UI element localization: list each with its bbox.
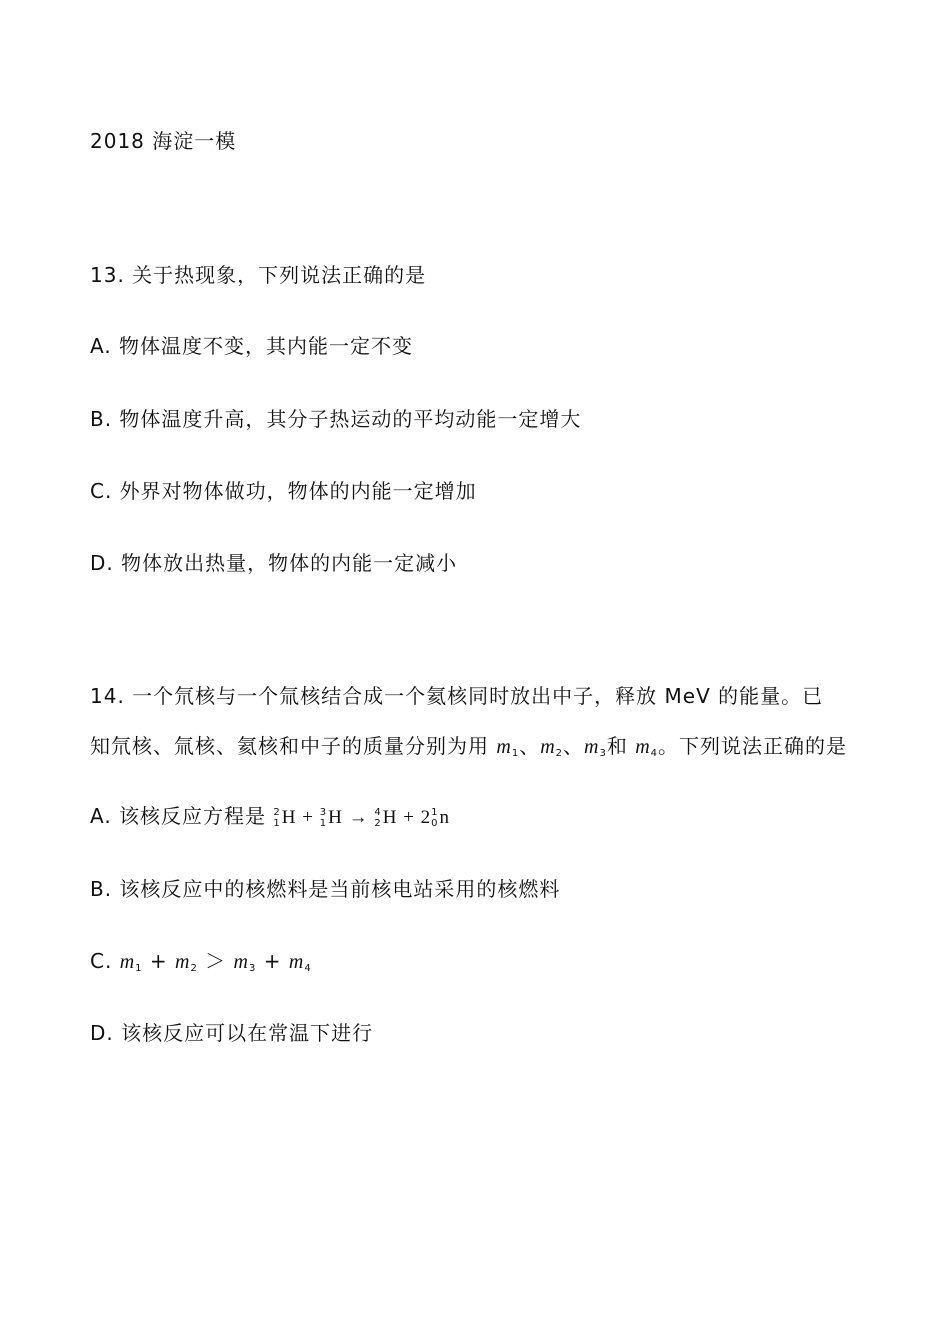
question-13-option-a: A. 物体温度不变，其内能一定不变 bbox=[90, 334, 414, 358]
page-title: 2018 海淀一模 bbox=[90, 129, 237, 153]
helium-nuclide: 4 2 H bbox=[374, 806, 398, 829]
deuterium-nuclide: 2 1 H bbox=[273, 806, 297, 829]
question-14-stem-line2: 知氘核、氚核、氦核和中子的质量分别为用 $m_1$、$m_2$、$m_3$和 $m_4$。下列说法正确的是 bbox=[90, 734, 848, 759]
question-14-stem-line1: 14. 一个氘核与一个氚核结合成一个氦核同时放出中子，释放 MeV 的能量。已 bbox=[90, 684, 824, 708]
question-13-stem: 13. 关于热现象，下列说法正确的是 bbox=[90, 263, 427, 287]
question-14-option-a: A. 该核反应方程是 2 1 H + 3 1 H → 4 2 H + 2 1 0 n bbox=[90, 804, 451, 829]
tritium-nuclide: 3 1 H bbox=[319, 806, 343, 829]
neutron: 1 0 n bbox=[431, 806, 451, 829]
question-13-option-c: C. 外界对物体做功，物体的内能一定增加 bbox=[90, 479, 477, 503]
question-14-option-b: B. 该核反应中的核燃料是当前核电站采用的核燃料 bbox=[90, 877, 561, 901]
question-13-option-d: D. 物体放出热量，物体的内能一定减小 bbox=[90, 551, 458, 575]
question-14-option-d: D. 该核反应可以在常温下进行 bbox=[90, 1021, 374, 1045]
question-14-option-c: C. $m_1 + m_2 > m_3 + m_4$ bbox=[90, 949, 312, 974]
question-13-option-b: B. 物体温度升高，其分子热运动的平均动能一定增大 bbox=[90, 407, 582, 431]
